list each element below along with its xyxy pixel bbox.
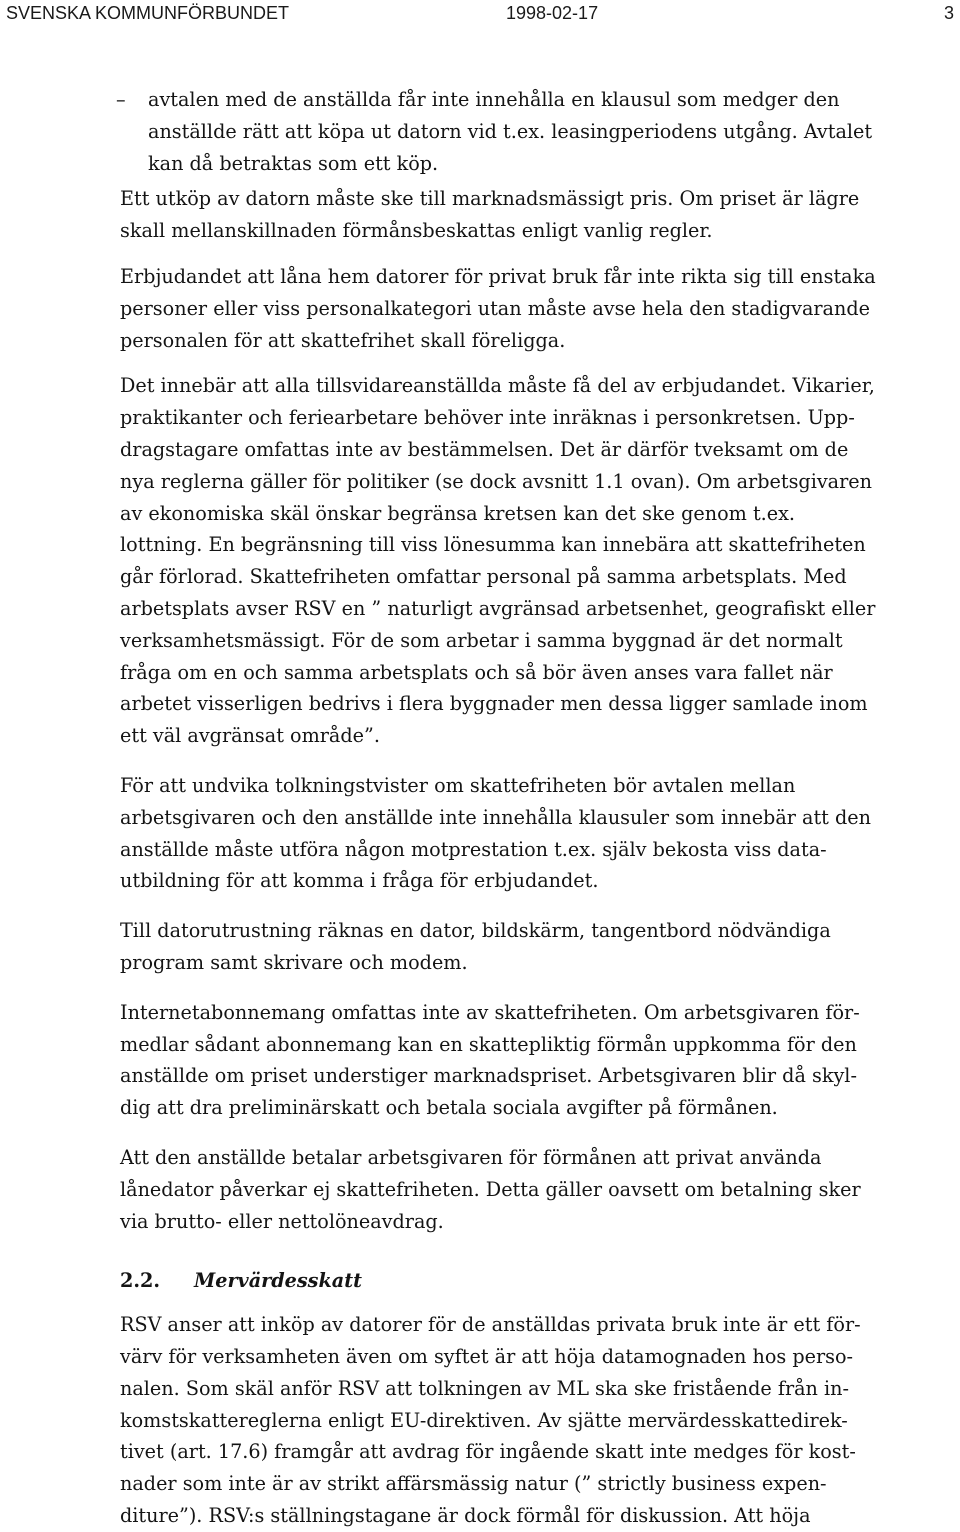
text-line: medlar sådant abonnemang kan en skattepliktig förmån uppkomma för den	[120, 1032, 857, 1056]
text-line: lånedator påverkar ej skattefriheten. Detta gäller oavsett om betalning sker	[120, 1177, 861, 1201]
paragraph-internetabonnemang	[120, 997, 910, 1124]
page-number: 3	[943, 3, 954, 23]
text-line: program samt skrivare och modem.	[120, 950, 468, 974]
text-line: Internetabonnemang omfattas inte av skattefriheten. Om arbetsgivaren för-	[120, 1000, 860, 1024]
section-heading	[120, 1265, 910, 1297]
organization-name: SVENSKA KOMMUNFÖRBUNDET	[6, 3, 290, 23]
text-line: lottning. En begränsning till viss lönesumma kan innebära att skattefriheten	[120, 533, 866, 557]
text-line: nya reglerna gäller för politiker (se dock avsnitt 1.1 ovan). Om arbetsgivaren	[120, 469, 872, 493]
list-item	[118, 84, 910, 179]
text-line: nader som inte är av strikt affärsmässig natur (” strictly business expen-	[120, 1472, 827, 1496]
text-line: via brutto- eller nettolöneavdrag.	[120, 1209, 444, 1233]
paragraph-tolkningstvister	[120, 770, 910, 897]
text-line: arbetsgivaren och den anställde inte innehålla klausuler som innebär att den	[120, 805, 871, 829]
paragraph-innebar	[120, 370, 910, 752]
text-line: fråga om en och samma arbetsplats och så bör även anses vara fallet när	[120, 660, 833, 684]
document-body	[116, 84, 910, 1532]
list-dash-marker: –	[116, 88, 126, 111]
text-line: anställde måste utföra någon motprestation t.ex. själv bekosta viss data-	[120, 837, 827, 861]
text-line: dragstagare omfattas inte av bestämmelsen. Det är därför tveksamt om de	[120, 437, 849, 461]
text-line: arbetet visserligen bedrivs i flera byggnader men dessa ligger samlade inom	[120, 692, 868, 716]
text-line: RSV anser att inköp av datorer för de anställdas privata bruk inte är ett för-	[120, 1313, 861, 1337]
text-line: För att undvika tolkningstvister om skattefriheten bör avtalen mellan	[120, 773, 796, 797]
list-item-line: avtalen med de anställda får inte innehålla en klausul som medger den	[148, 88, 840, 111]
text-line: personer eller viss personalkategori utan måste avse hela den stadigvarande	[120, 296, 870, 320]
list-item-line: kan då betraktas som ett köp.	[148, 151, 439, 175]
text-line: av ekonomiska skäl önskar begränsa kretsen kan det ske genom t.ex.	[120, 501, 796, 525]
document-date: 1998-02-17	[506, 3, 599, 23]
text-line: utbildning för att komma i fråga för erbjudandet.	[120, 869, 599, 893]
text-line: diture”). RSV:s ställningstagane är dock förmål för diskussion. Att höja	[120, 1504, 811, 1528]
text-line: ett väl avgränsat område”.	[120, 724, 380, 748]
text-line: verksamhetsmässigt. För de som arbetar i samma byggnad är det normalt	[120, 628, 843, 652]
paragraph-datorutrustning	[120, 915, 910, 979]
paragraph-rsv	[120, 1309, 910, 1532]
text-line: arbetsplats avser RSV en ” naturligt avgränsad arbetsenhet, geografiskt eller	[120, 596, 876, 620]
text-line: praktikanter och feriearbetare behöver inte inräknas i personkretsen. Upp-	[120, 406, 855, 430]
text-line: personalen för att skattefrihet skall föreligga.	[120, 328, 566, 352]
text-line: nalen. Som skäl anför RSV att tolkningen av ML ska ske fristående från in-	[120, 1376, 849, 1400]
section-number: 2.2.	[120, 1269, 161, 1293]
paragraph-betalning	[120, 1142, 910, 1237]
text-line: Det innebär att alla tillsvidareanställda måste få del av erbjudandet. Vikarier,	[120, 374, 875, 398]
text-line: tivet (art. 17.6) framgår att avdrag för ingående skatt inte medges för kost-	[120, 1440, 856, 1464]
text-line: värv för verksamheten även om syftet är att höja datamognaden hos perso-	[120, 1345, 854, 1369]
paragraph-erbjudandet	[120, 261, 910, 356]
text-line: dig att dra preliminärskatt och betala sociala avgifter på förmånen.	[120, 1096, 778, 1120]
page-header	[0, 3, 960, 27]
text-line: går förlorad. Skattefriheten omfattar personal på samma arbetsplats. Med	[120, 565, 847, 589]
text-line: skall mellanskillnaden förmånsbeskattas enligt vanlig regler.	[120, 219, 713, 243]
text-line: komstskattereglerna enligt EU-direktiven. Av sjätte mervärdesskattedirek-	[120, 1408, 848, 1432]
text-line: Erbjudandet att låna hem datorer för privat bruk får inte rikta sig till enstaka	[120, 264, 876, 288]
list-item-line: anställde rätt att köpa ut datorn vid t.ex. leasingperiodens utgång. Avtalet	[148, 119, 873, 143]
section-title: Mervärdesskatt	[194, 1269, 362, 1293]
paragraph-utkop	[120, 183, 910, 247]
text-line: Att den anställde betalar arbetsgivaren för förmånen att privat använda	[120, 1145, 822, 1169]
text-line: Ett utköp av datorn måste ske till marknadsmässigt pris. Om priset är lägre	[120, 187, 860, 211]
text-line: anställde om priset understiger marknadspriset. Arbetsgivaren blir då skyl-	[120, 1064, 857, 1088]
text-line: Till datorutrustning räknas en dator, bildskärm, tangentbord nödvändiga	[120, 919, 831, 943]
